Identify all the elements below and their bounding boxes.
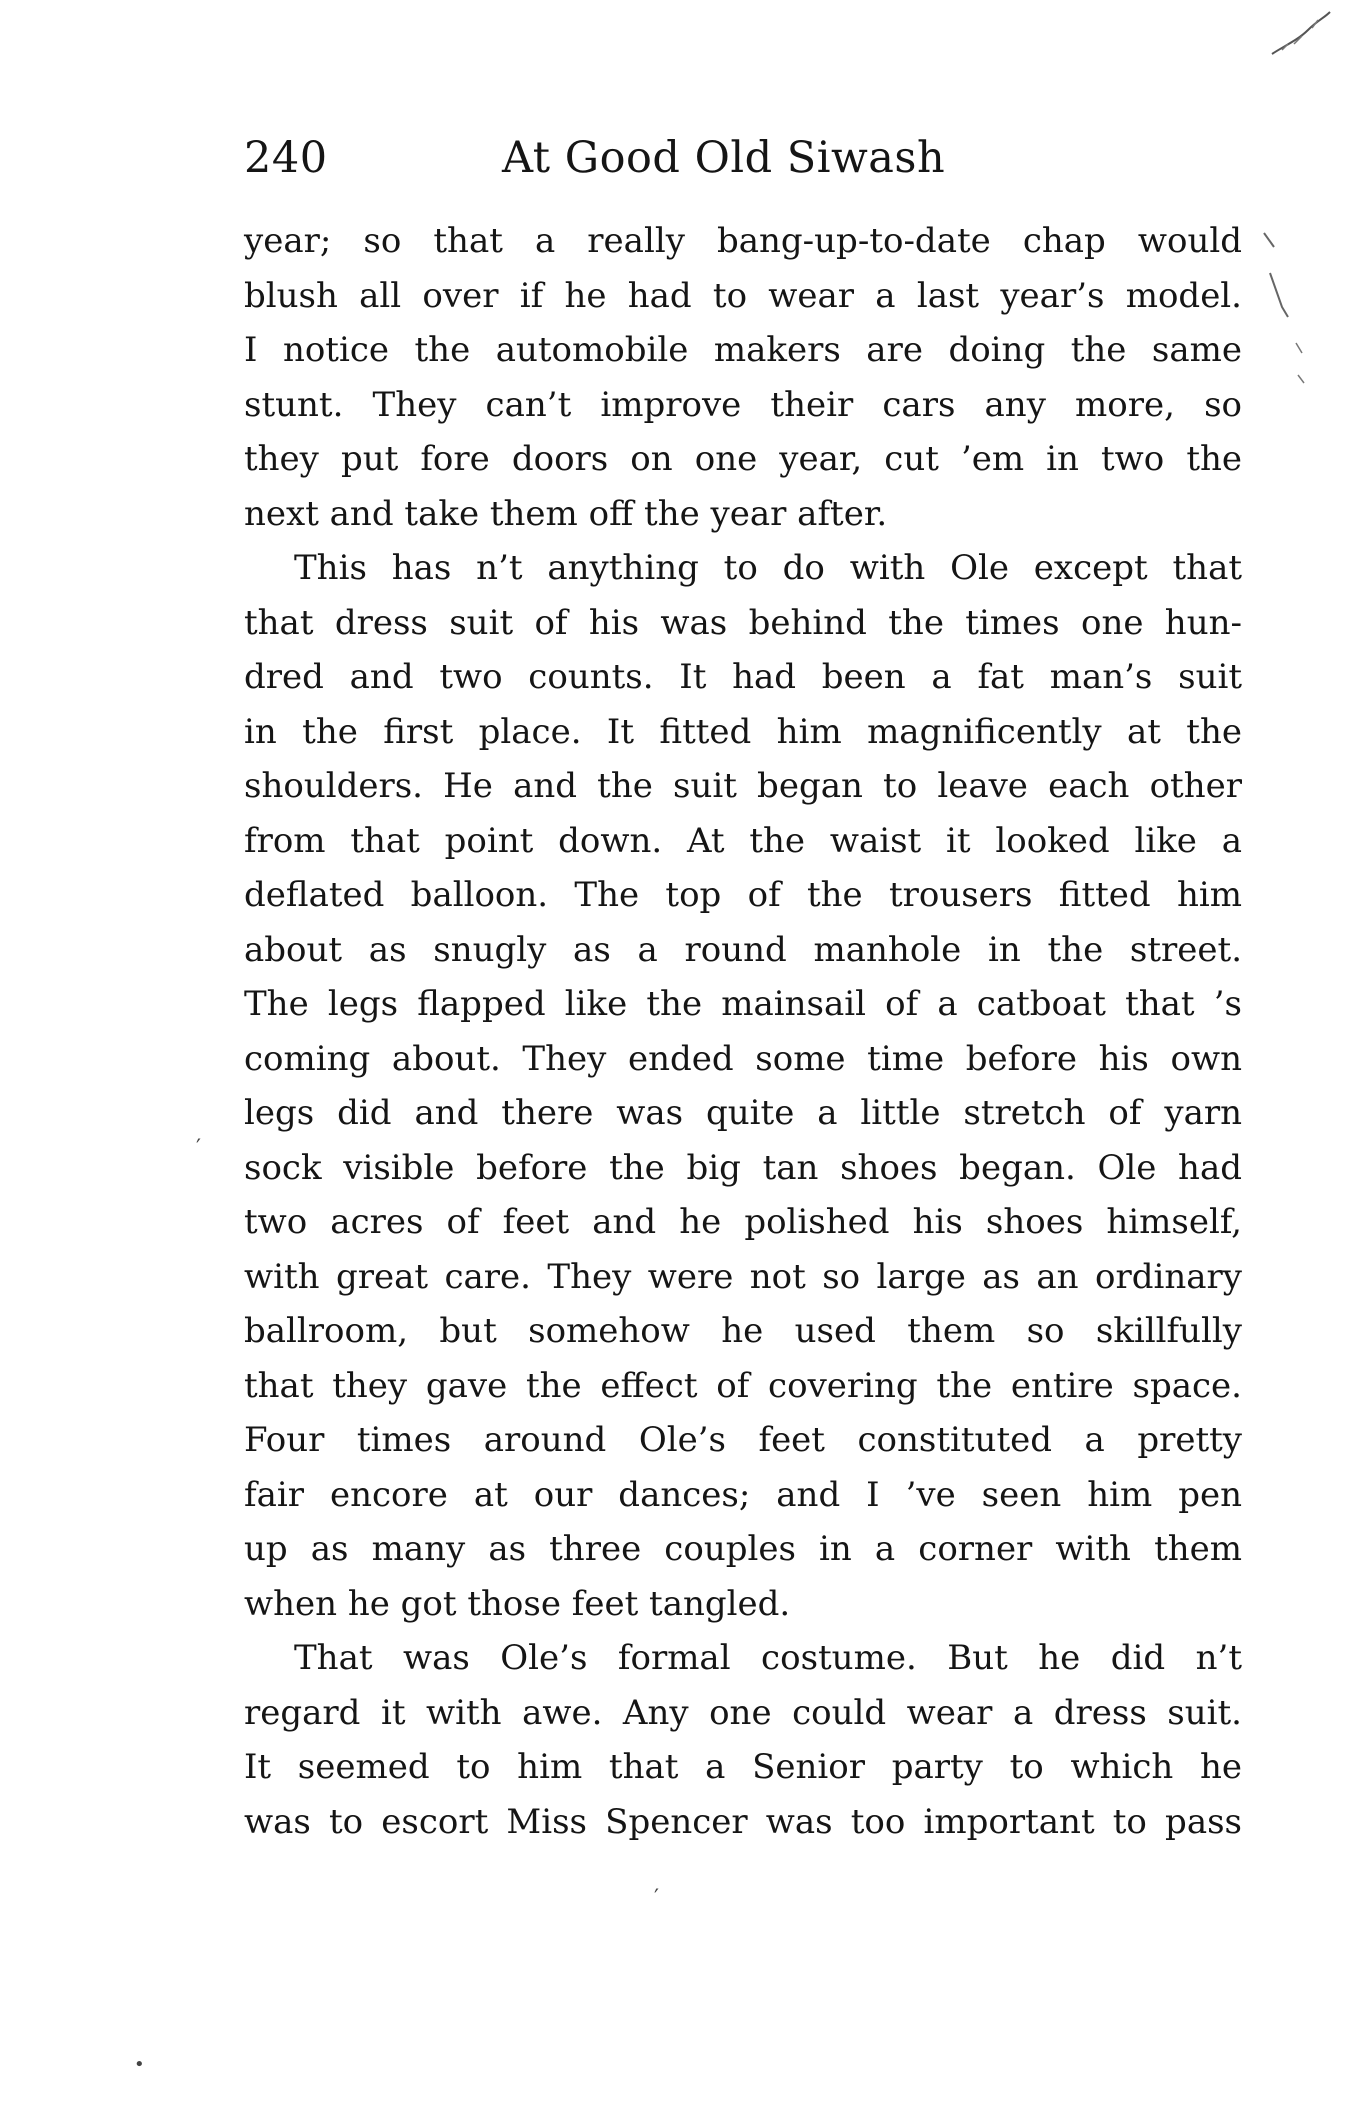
text-line: The legs flapped like the mainsail of a catboat that ’s: [244, 984, 1242, 1024]
text-line: sock visible before the big tan shoes began. Ole had: [244, 1147, 1242, 1188]
running-title: At Good Old Siwash: [502, 133, 946, 183]
text-line: from that point down. At the waist it looked like a: [244, 820, 1242, 861]
text-line: stunt. They can’t improve their cars any more, so: [244, 384, 1242, 425]
text-line: in the first place. It fitted him magnificently at the: [244, 711, 1242, 752]
text-line: shoulders. He and the suit began to leave each other: [244, 766, 1242, 806]
text-line: blush all over if he had to wear a last year’s model.: [244, 275, 1242, 316]
text-line: deflated balloon. The top of the trousers fitted him: [244, 875, 1242, 915]
text-line: next and take them off the year after.: [244, 493, 888, 534]
text-line: ballroom, but somehow he used them so skillfully: [244, 1311, 1242, 1351]
page-number: 240: [244, 133, 328, 183]
ink-smudge-right-margin: [1260, 225, 1310, 385]
text-line: was to escort Miss Spencer was too important to pass: [244, 1801, 1242, 1842]
stray-dot-bottom-left: •: [134, 2054, 145, 2075]
running-head: [244, 128, 1244, 188]
text-line: That was Ole’s formal costume. But he did n’t: [294, 1638, 1242, 1678]
text-line: two acres of feet and he polished his shoes himself,: [244, 1202, 1242, 1242]
text-line: up as many as three couples in a corner with them: [244, 1529, 1242, 1569]
text-line: with great care. They were not so large as an ordinary: [244, 1256, 1242, 1297]
text-line: fair encore at our dances; and I ’ve seen him pen: [244, 1474, 1242, 1515]
text-line: legs did and there was quite a little stretch of yarn: [244, 1093, 1242, 1133]
text-line: regard it with awe. Any one could wear a dress suit.: [244, 1692, 1242, 1733]
body-text: [244, 214, 1242, 1849]
stray-mark-left: ′: [196, 1136, 201, 1161]
text-line: they put fore doors on one year, cut ’em in two the: [244, 439, 1242, 479]
text-line: that dress suit of his was behind the times one hun-: [244, 602, 1242, 643]
stray-mark-bottom: ′: [654, 1886, 659, 1911]
text-line: I notice the automobile makers are doing the same: [244, 330, 1242, 370]
text-line: when he got those feet tangled.: [244, 1583, 791, 1624]
text-line: coming about. They ended some time before his own: [244, 1038, 1242, 1079]
text-line: that they gave the effect of covering the entire space.: [244, 1365, 1242, 1406]
text-line: about as snugly as a round manhole in the street.: [244, 929, 1242, 970]
text-line: This has n’t anything to do with Ole except that: [294, 548, 1242, 588]
text-line: It seemed to him that a Senior party to which he: [244, 1747, 1242, 1787]
text-line: dred and two counts. It had been a fat man’s suit: [244, 657, 1242, 697]
ink-smudge-top-right: [1264, 10, 1334, 60]
text-line: year; so that a really bang-up-to-date chap would: [244, 221, 1242, 261]
text-line: Four times around Ole’s feet constituted a pretty: [244, 1420, 1242, 1460]
